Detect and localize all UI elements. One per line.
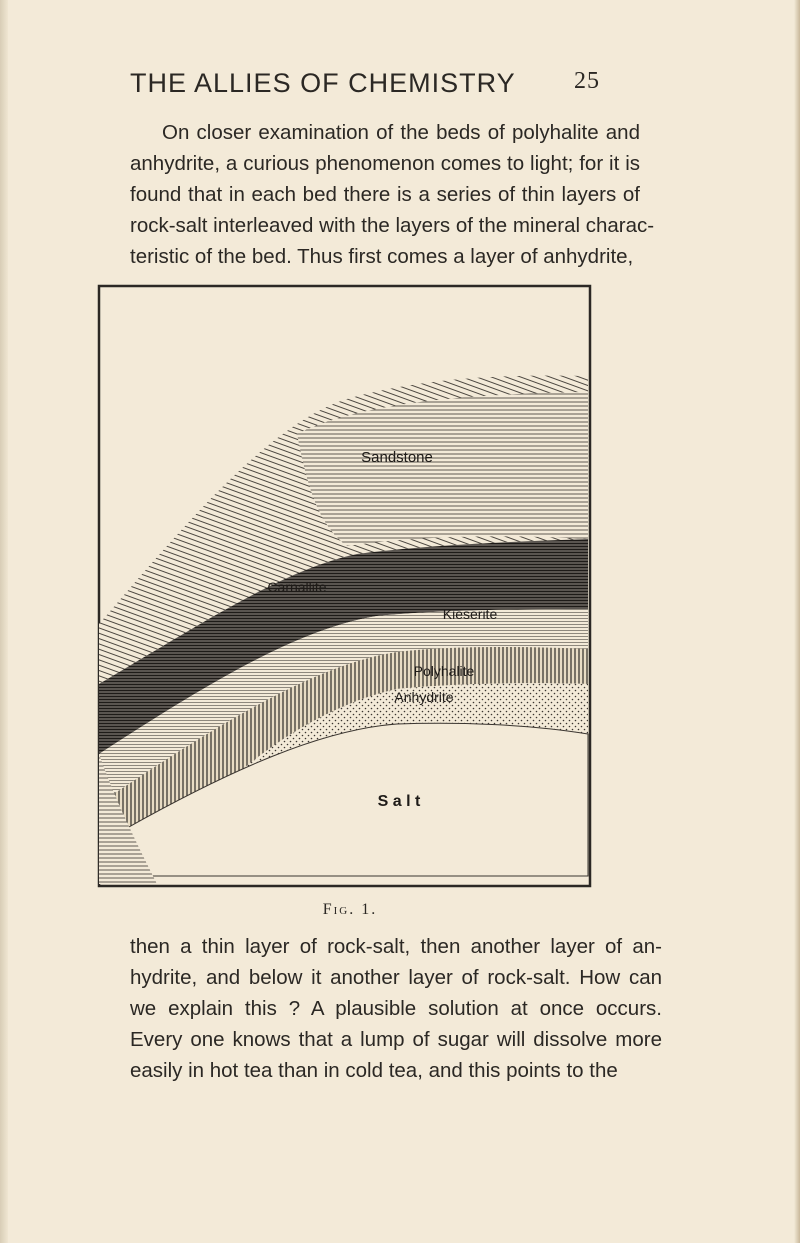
text-line: then a thin layer of rock-salt, then another layer of an- bbox=[130, 935, 662, 958]
label-polyhalite: Polyhalite bbox=[413, 663, 475, 679]
text-line: anhydrite, a curious phenomenon comes to light; for it is bbox=[130, 152, 640, 175]
text-line: rock-salt interleaved with the layers of the mineral charac- bbox=[130, 214, 655, 237]
text-line: Every one knows that a lump of sugar will dissolve more bbox=[130, 1028, 662, 1051]
geological-section-figure bbox=[97, 284, 597, 894]
strata-diagram bbox=[97, 284, 597, 889]
paragraph-top bbox=[130, 117, 655, 272]
label-kieserite: Kieserite bbox=[442, 606, 498, 622]
label-salt: S a l t bbox=[377, 793, 421, 810]
page-gutter-shadow bbox=[0, 0, 8, 1243]
running-head-title: THE ALLIES OF CHEMISTRY bbox=[130, 68, 516, 98]
figure-caption: Fig. 1. bbox=[322, 901, 378, 918]
page-number: 25 bbox=[574, 68, 600, 94]
label-sandstone: Sandstone bbox=[361, 449, 433, 466]
page-edge bbox=[794, 0, 800, 1243]
paragraph-bottom bbox=[130, 931, 662, 1086]
text-line: found that in each bed there is a series of thin layers of bbox=[130, 183, 640, 206]
text-line: teristic of the bed. Thus first comes a layer of anhydrite, bbox=[130, 245, 634, 268]
text-line: hydrite, and below it another layer of rock-salt. How can bbox=[130, 966, 662, 989]
label-anhydrite: Anhydrite bbox=[394, 689, 454, 705]
label-carnallite: Carnallite bbox=[267, 579, 327, 595]
text-line: we explain this ? A plausible solution at once occurs. bbox=[130, 997, 662, 1020]
text-line: On closer examination of the beds of polyhalite and bbox=[162, 121, 640, 144]
running-head bbox=[130, 62, 600, 102]
text-line: easily in hot tea than in cold tea, and this points to the bbox=[130, 1059, 618, 1082]
